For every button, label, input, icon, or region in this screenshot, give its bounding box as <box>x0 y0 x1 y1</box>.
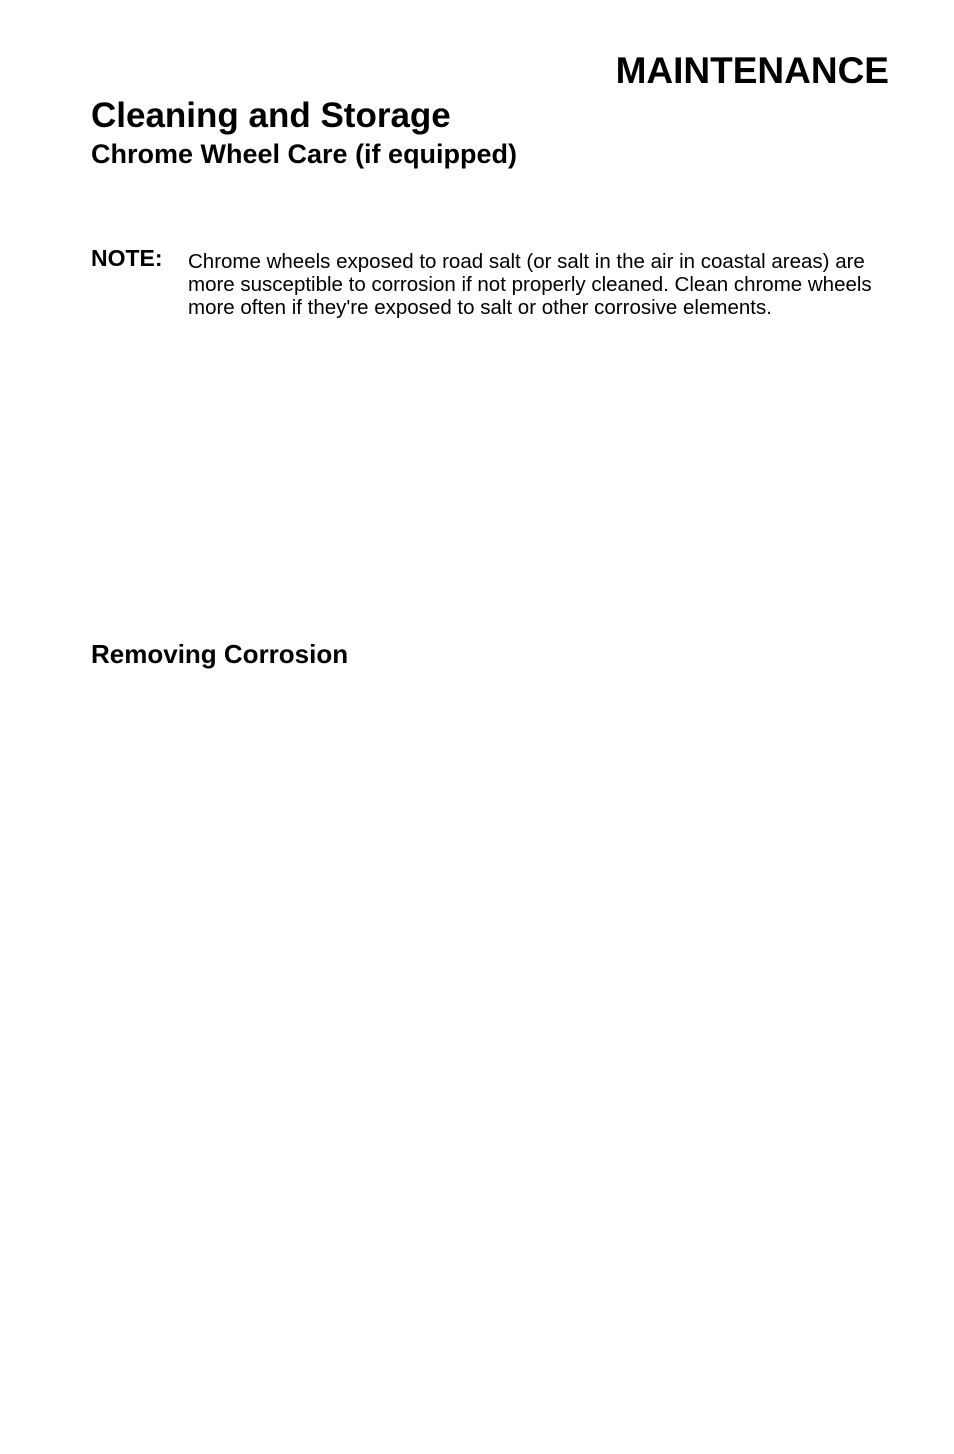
page-subtitle: Chrome Wheel Care (if equipped) <box>91 139 518 169</box>
removing-corrosion-heading: Removing Corrosion <box>91 639 349 669</box>
note-text: Chrome wheels exposed to road salt (or salt in the air in coastal areas) are more susceptible to corrosion if not properly cleaned. Clean chrome wheels more often if they're exposed to salt or other corrosive elements. <box>188 250 872 319</box>
section-header: MAINTENANCE <box>615 50 889 91</box>
page-title: Cleaning and Storage <box>91 96 451 135</box>
note-label: NOTE: <box>91 245 163 271</box>
